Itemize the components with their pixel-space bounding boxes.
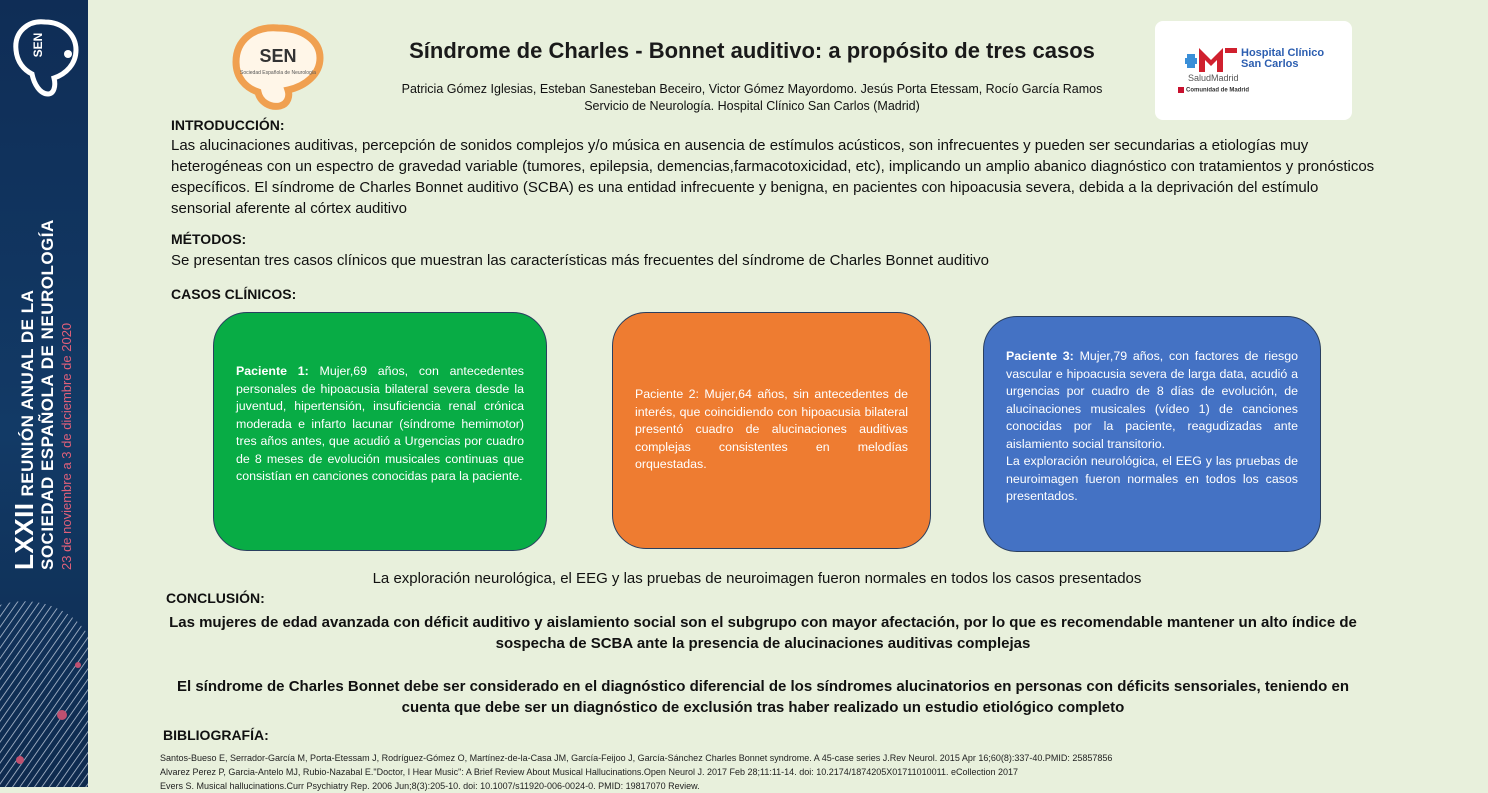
case-1-text: Mujer,69 años, con antecedentes personales de hipoacusia bilateral severa desde la juventud, hipertensión, insuficiencia renal crónica moderada e infarto lacunar (síndrome hemimotor) tres años antes, que acudió a Urgencias por cuadro de 8 meses de evolución musicales continuas que consistían en canciones conocidas para la paciente. [236,364,524,483]
brain-graphic-icon [0,595,88,787]
hospital-name [1241,48,1324,70]
methods-text: Se presentan tres casos clínicos que muestran las características más frecuentes del síndrome de Charles Bonnet auditivo [171,252,989,269]
intro-heading: INTRODUCCIÓN: [171,117,285,133]
sidebar-banner [0,0,88,787]
authors: Patricia Gómez Iglesias, Esteban Sanesteban Beceiro, Victor Gómez Mayordomo. Jesús Porta Etessam, Rocío García Ramos [401,82,1103,96]
comunidad-label: Comunidad de Madrid [1186,87,1249,94]
service: Servicio de Neurología. Hospital Clínico San Carlos (Madrid) [584,99,920,113]
reference-item: Santos-Bueso E, Serrador-García M, Porta-Etessam J, Rodríguez-Gómez O, Martínez-de-la-Casa JM, García-Feijoo J, García-Sánchez Charles Bonnet syndrome. A 45-case series J.Rev Neurol. 2015 Apr 16;60(8):337-40.PMID: 25857856 [160,753,1113,763]
cases-heading: CASOS CLÍNICOS: [171,286,297,302]
congress-title [9,10,76,570]
conclusion-paragraph-2: El síndrome de Charles Bonnet debe ser considerado en el diagnóstico diferencial de los síndromes alucinatorios en personas con déficits sensoriales, teniendo en cuenta que debe ser un diagnóstico de exclusión tras haber realizado un estudio etiológico completo [177,678,1349,716]
congress-line-2: SOCIEDAD ESPAÑOLA DE NEUROLOGÍA [38,219,57,570]
edition-number: LXXII [9,502,39,570]
cases-summary: La exploración neurológica, el EEG y las pruebas de neuroimagen fueron normales en todos los casos presentados [372,570,1142,587]
congress-line-1: REUNIÓN ANUAL DE LA [18,289,37,497]
conclusion-heading: CONCLUSIÓN: [166,590,265,606]
intro-text: Las alucinaciones auditivas, percepción de sonidos complejos y/o música en ausencia de estímulos acústicos, son infrecuentes y pueden ser secundarias a etiologías muy heterogéneas con un espectro de gravedad variable (tumores, epilepsia, demencias,farmacotoxicidad, etc), implicando un amplio abanico diagnóstico con tratamientos y pronósticos específicos. El síndrome de Charles Bonnet auditivo (SCBA) es una entidad infrecuente y benigna, en pacientes con hipoacusia severa, debida a la deprivación del estímulo sensorial aferente al córtex auditivo [171,137,1375,217]
sen-logo-subtitle: Sociedad Española de Neurología [240,70,316,76]
case-card-2 [612,312,931,549]
hospital-name-line-1: Hospital Clínico [1241,47,1325,59]
case-card-1 [213,312,547,551]
case-3-text: Mujer,79 años, con factores de riesgo vascular e hipoacusia severa de larga data, acudió a urgencias por cuadro de 8 días de evolución, de alucinaciones musicales (vídeo 1) de canciones conocidas por la paciente, reagudizadas ante aislamiento social transitorio. [1006,349,1298,451]
sen-badge-label: SEN [31,32,45,58]
madrid-flag-icon [1178,87,1184,93]
case-3-label: Paciente 3: [1006,349,1074,363]
authors-block [330,81,1174,115]
sen-logo-icon [230,22,326,110]
poster-title: Síndrome de Charles - Bonnet auditivo: a propósito de tres casos [409,38,1095,63]
comunidad-madrid [1178,87,1249,94]
hospital-m-icon [1185,46,1241,74]
case-card-3 [983,316,1321,552]
case-3-extra: La exploración neurológica, el EEG y las pruebas de neuroimagen fueron normales en todos los casos presentados. [1006,454,1298,503]
bibliography-heading: BIBLIOGRAFÍA: [163,727,269,743]
hospital-logo [1155,21,1352,120]
reference-item: Alvarez Perez P, Garcia-Antelo MJ, Rubio-Nazabal E."Doctor, I Hear Music": A Brief Review About Musical Hallucinations.Open Neurol J. 2017 Feb 28;11:11-14. doi: 10.2174/1874205X01711010011. eCollection 2017 [160,767,1019,777]
sen-logo-text: SEN [259,46,297,66]
salud-madrid: SaludMadrid [1188,73,1239,83]
methods-heading: MÉTODOS: [171,231,247,247]
reference-item: Evers S. Musical hallucinations.Curr Psychiatry Rep. 2006 Jun;8(3):205-10. doi: 10.1007/s11920-006-0024-0. PMID: 19817070 Review. [160,781,700,791]
hospital-name-line-2: San Carlos [1241,58,1299,70]
case-2-text: Paciente 2: Mujer,64 años, sin antecedentes de interés, que coincidiendo con hipoacusia bilateral presentó cuadro de alucinaciones auditivas complejas consistentes en melodías orquestadas. [635,387,908,471]
case-1-label: Paciente 1: [236,364,309,378]
conclusion-paragraph-1: Las mujeres de edad avanzada con déficit auditivo y aislamiento social son el subgrupo con mayor afectación, por lo que es recomendable mantener un alto índice de sospecha de SCBA ante la presencia de alucinaciones auditivas complejas [169,614,1357,652]
congress-dates: 23 de noviembre a 3 de diciembre de 2020 [59,322,74,570]
